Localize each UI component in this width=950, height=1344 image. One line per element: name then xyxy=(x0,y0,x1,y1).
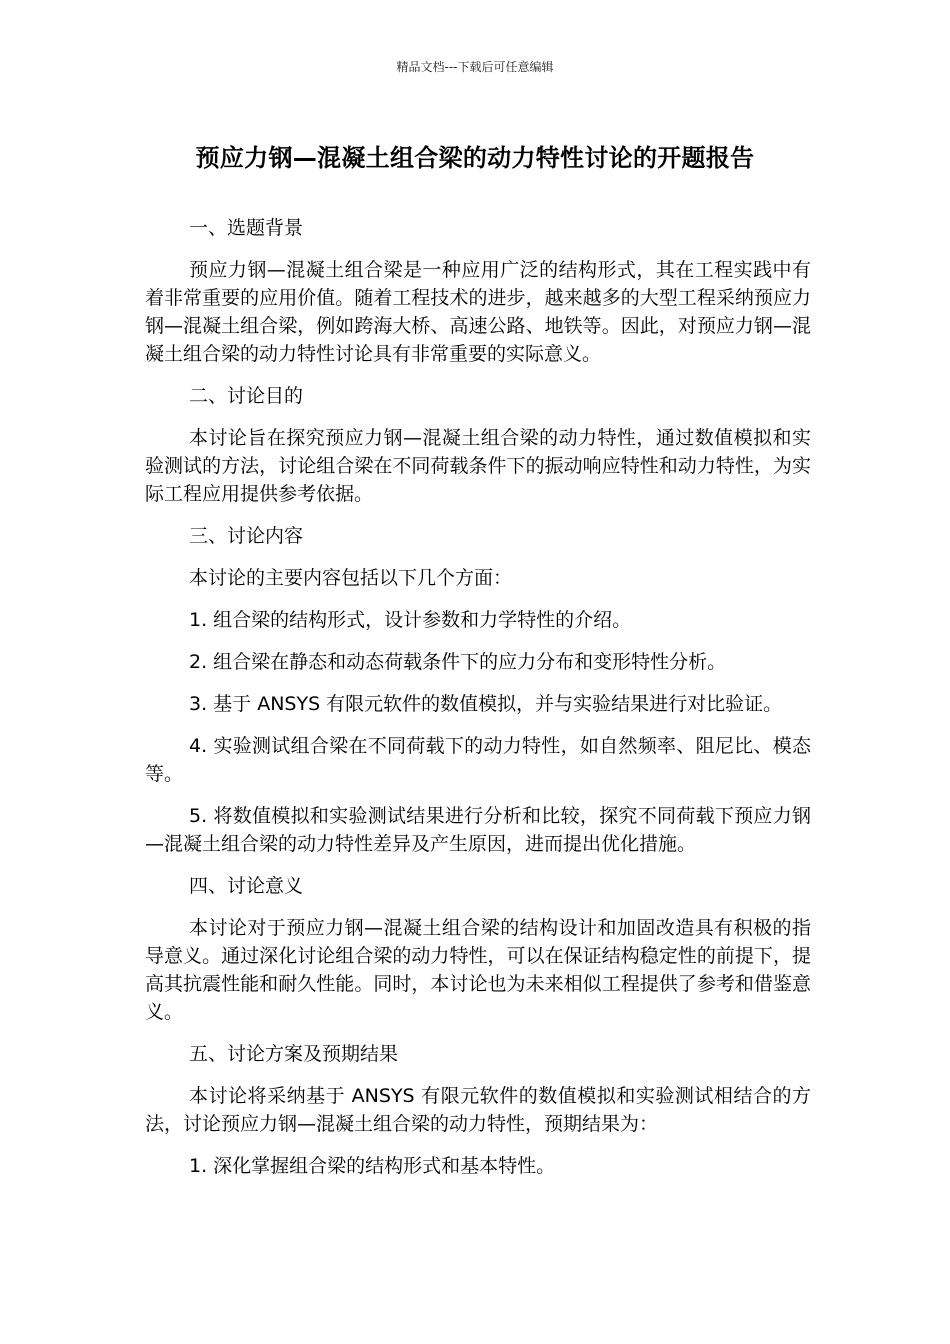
paragraph-significance: 本讨论对于预应力钢—混凝土组合梁的结构设计和加固改造具有积极的指导意义。通过深化讨论组合梁的动力特性，可以在保证结构稳定性的前提下，提高其抗震性能和耐久性能。同时，本讨论也为未来相似工程提供了参考和借鉴意义。 xyxy=(145,917,811,1023)
section-heading-content: 三、讨论内容 xyxy=(189,525,304,547)
paragraph-plan: 本讨论将采纳基于 ANSYS 有限元软件的数值模拟和实验测试相结合的方法，讨论预应力钢—混凝土组合梁的动力特性，预期结果为： xyxy=(145,1085,811,1135)
section-heading-plan: 五、讨论方案及预期结果 xyxy=(189,1043,399,1065)
list-item: 3. 基于 ANSYS 有限元软件的数值模拟，并与实验结果进行对比验证。 xyxy=(189,693,783,715)
paragraph-background: 预应力钢—混凝土组合梁是一种应用广泛的结构形式，其在工程实践中有着非常重要的应用价值。随着工程技术的进步，越来越多的大型工程采纳预应力钢—混凝土组合梁，例如跨海大桥、高速公路、地铁等。因此，对预应力钢—混凝土组合梁的动力特性讨论具有非常重要的实际意义。 xyxy=(145,259,811,365)
paragraph-content-intro: 本讨论的主要内容包括以下几个方面： xyxy=(189,567,513,589)
list-item: 5. 将数值模拟和实验测试结果进行分析和比较，探究不同荷载下预应力钢—混凝土组合梁的动力特性差异及产生原因，进而提出优化措施。 xyxy=(145,805,811,855)
list-item: 1. 组合梁的结构形式，设计参数和力学特性的介绍。 xyxy=(189,609,632,631)
header-note: 精品文档---下载后可任意编辑 xyxy=(396,60,554,74)
section-heading-background: 一、选题背景 xyxy=(189,217,304,239)
paragraph-purpose: 本讨论旨在探究预应力钢—混凝土组合梁的动力特性，通过数值模拟和实验测试的方法，讨论组合梁在不同荷载条件下的振动响应特性和动力特性，为实际工程应用提供参考依据。 xyxy=(145,427,811,505)
list-item: 2. 组合梁在静态和动态荷载条件下的应力分布和变形特性分析。 xyxy=(189,651,727,673)
section-heading-purpose: 二、讨论目的 xyxy=(189,385,304,407)
list-item: 1. 深化掌握组合梁的结构形式和基本特性。 xyxy=(189,1155,556,1177)
list-item: 4. 实验测试组合梁在不同荷载下的动力特性，如自然频率、阻尼比、模态等。 xyxy=(145,735,811,785)
section-heading-significance: 四、讨论意义 xyxy=(189,875,304,897)
document-body xyxy=(145,214,811,1194)
document-title: 预应力钢—混凝土组合梁的动力特性讨论的开题报告 xyxy=(195,144,755,172)
